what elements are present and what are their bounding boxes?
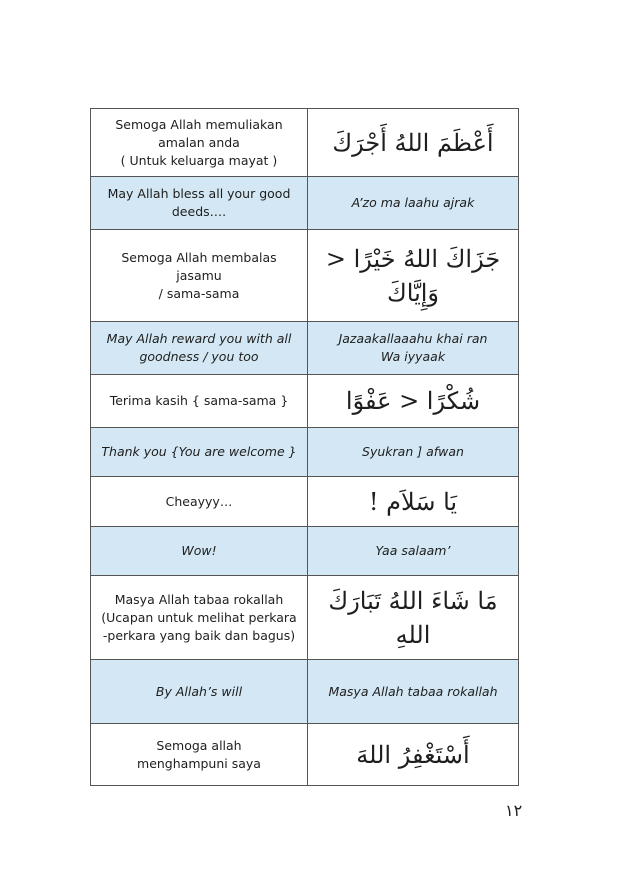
phrase-cell-right: Syukran ] afwan bbox=[308, 428, 519, 477]
phrase-row bbox=[91, 576, 519, 660]
arabic-phrase-cell: جَزَاكَ اللهُ خَيْرًا < وَإِيَّاكَ bbox=[308, 230, 519, 322]
phrase-cell-left: Semoga Allah memuliakan amalan anda ( Untuk keluarga mayat ) bbox=[91, 109, 308, 177]
arabic-phrase-cell: أَعْظَمَ اللهُ أَجْرَكَ bbox=[308, 109, 519, 177]
phrase-cell-left: Thank you {You are welcome } bbox=[91, 428, 308, 477]
arabic-phrase-cell: مَا شَاءَ اللهُ تَبَارَكَ اللهِ bbox=[308, 576, 519, 660]
phrase-cell-right: Yaa salaam’ bbox=[308, 527, 519, 576]
phrase-row bbox=[91, 375, 519, 428]
phrase-cell-left: May Allah bless all your good deeds…. bbox=[91, 177, 308, 230]
arabic-phrase-cell: شُكْرًا < عَفْوًا bbox=[308, 375, 519, 428]
phrase-row bbox=[91, 477, 519, 527]
phrase-row bbox=[91, 230, 519, 322]
phrase-row bbox=[91, 527, 519, 576]
phrase-row bbox=[91, 660, 519, 724]
phrase-table-body bbox=[91, 109, 519, 786]
phrase-cell-left: By Allah’s will bbox=[91, 660, 308, 724]
phrase-cell-left: Wow! bbox=[91, 527, 308, 576]
arabic-phrase-cell: أَسْتَغْفِرُ اللهَ bbox=[308, 724, 519, 786]
phrase-row bbox=[91, 724, 519, 786]
phrase-cell-right: Masya Allah tabaa rokallah bbox=[308, 660, 519, 724]
phrase-row bbox=[91, 428, 519, 477]
phrase-row bbox=[91, 177, 519, 230]
phrase-cell-left: Semoga allah menghampuni saya bbox=[91, 724, 308, 786]
page-number: ١٢ bbox=[505, 801, 523, 820]
phrase-cell-right: A’zo ma laahu ajrak bbox=[308, 177, 519, 230]
phrase-row bbox=[91, 109, 519, 177]
phrase-row bbox=[91, 322, 519, 375]
phrase-cell-left: Masya Allah tabaa rokallah (Ucapan untuk melihat perkara -perkara yang baik dan bagus) bbox=[91, 576, 308, 660]
phrase-cell-left: Terima kasih { sama-sama } bbox=[91, 375, 308, 428]
phrase-cell-left: Cheayyy… bbox=[91, 477, 308, 527]
phrase-cell-right: Jazaakallaaahu khai ran Wa iyyaak bbox=[308, 322, 519, 375]
phrase-cell-left: Semoga Allah membalas jasamu / sama-sama bbox=[91, 230, 308, 322]
phrase-table bbox=[90, 108, 519, 786]
arabic-phrase-cell: يَا سَلاَم ! bbox=[308, 477, 519, 527]
phrase-cell-left: May Allah reward you with all goodness / you too bbox=[91, 322, 308, 375]
